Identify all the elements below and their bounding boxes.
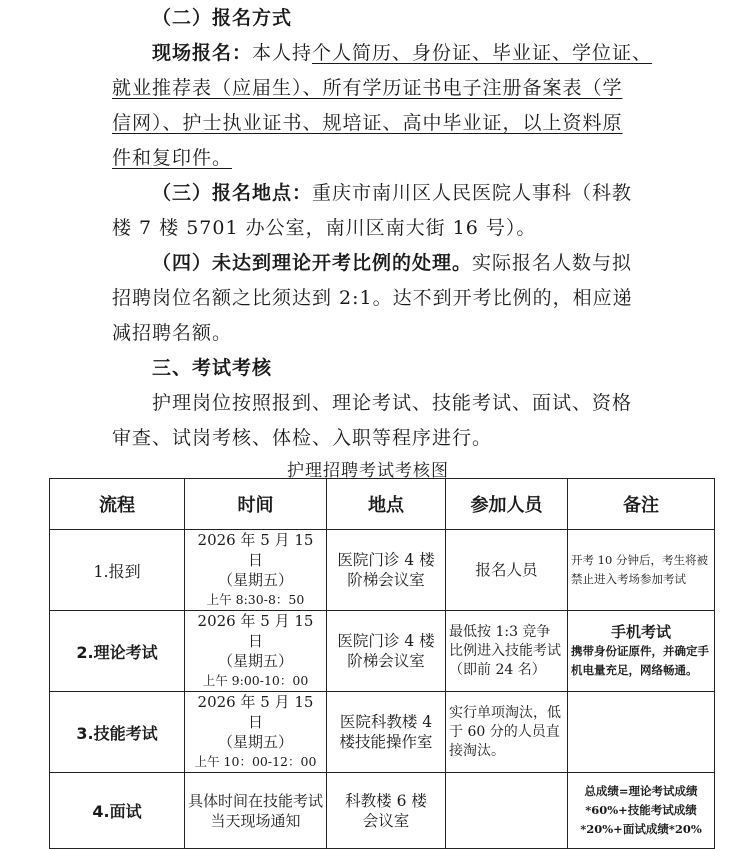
time-weekday: （星期五） xyxy=(217,733,293,751)
location-cell xyxy=(327,773,446,849)
location-line1: 医院门诊 4 楼 xyxy=(337,551,435,569)
location-line2: 阶梯会议室 xyxy=(347,571,425,589)
location-line2: 会议室 xyxy=(362,811,410,830)
exam-process-table xyxy=(49,478,715,849)
table-header-row xyxy=(50,479,715,530)
paragraph-registration-location xyxy=(152,181,632,205)
registration-location-continued: 楼 7 楼 5701 办公室，南川区南大街 16 号）。 xyxy=(112,217,537,239)
notes-text: 携带身份证原件，并确定手机电量充足，网络畅通。 xyxy=(571,643,709,677)
time-cell: 具体时间在技能考试当天现场通知 xyxy=(185,773,327,849)
documents-list-part2: 就业推荐表（应届生）、所有学历证书电子注册备案表（学 xyxy=(112,77,623,99)
header-location: 地点 xyxy=(327,479,446,530)
documents-list-part4: 件和复印件。 xyxy=(112,147,233,169)
participants-cell: 最低按 1:3 竞争比例进入技能考试（即前 24 名） xyxy=(446,611,568,692)
ratio-handling-continued-2: 减招聘名额。 xyxy=(112,322,233,344)
section-heading-exams: 三、考试考核 xyxy=(152,357,273,379)
total-score-label: 总成绩 xyxy=(584,784,619,798)
documents-list-part1: 个人简历、身份证、毕业证、学位证、 xyxy=(312,42,653,64)
table-row xyxy=(50,530,715,611)
flow-cell: 2.理论考试 xyxy=(50,611,185,692)
flow-cell: 4.面试 xyxy=(50,773,185,849)
time-range: 上午 10：00-12：00 xyxy=(194,754,317,769)
header-participants: 参加人员 xyxy=(446,479,568,530)
nursing-procedure-continued: 审查、试岗考核、体检、入职等程序进行。 xyxy=(112,427,493,449)
notes-cell xyxy=(568,611,715,692)
location-line2: 楼技能操作室 xyxy=(339,733,433,751)
table-row xyxy=(50,773,715,849)
table-caption: 护理招聘考试考核图 xyxy=(287,461,449,481)
header-notes: 备注 xyxy=(568,479,715,530)
notes-cell: 开考 10 分钟后，考生将被禁止进入考场参加考试 xyxy=(568,530,715,611)
onsite-registration-text: 本人持 xyxy=(252,42,313,64)
participants-cell: 实行单项淘汰，低于 60 分的人员直接淘汰。 xyxy=(446,692,568,773)
time-range: 上午 9:00-10：00 xyxy=(202,673,309,688)
section-heading-registration-method: （二）报名方式 xyxy=(152,7,293,29)
time-date: 2026 年 5 月 15 日 xyxy=(197,612,314,650)
location-line1: 科教楼 6 楼 xyxy=(345,791,427,810)
location-cell xyxy=(327,530,446,611)
notes-cell xyxy=(568,773,715,849)
registration-location-label: （三）报名地点： xyxy=(152,182,313,204)
location-cell xyxy=(327,611,446,692)
ratio-handling-label: （四）未达到理论开考比例的处理。 xyxy=(152,252,473,274)
time-cell xyxy=(185,530,327,611)
time-range: 上午 8:30-8：50 xyxy=(206,592,305,607)
participants-cell xyxy=(446,773,568,849)
registration-location-text: 重庆市南川区人民医院人事科（科教 xyxy=(312,182,633,204)
location-line2: 阶梯会议室 xyxy=(347,652,425,670)
location-line1: 医院门诊 4 楼 xyxy=(337,632,435,650)
location-line1: 医院科教楼 4 xyxy=(339,713,433,731)
ratio-handling-continued-1: 招聘岗位名额之比须达到 2:1。达不到开考比例的，相应递 xyxy=(112,287,633,309)
table-row xyxy=(50,692,715,773)
notes-cell xyxy=(568,692,715,773)
header-time: 时间 xyxy=(185,479,327,530)
time-cell xyxy=(185,692,327,773)
flow-cell: 3.技能考试 xyxy=(50,692,185,773)
flow-cell: 1.报到 xyxy=(50,530,185,611)
table-row xyxy=(50,611,715,692)
time-weekday: （星期五） xyxy=(217,652,293,670)
participants-cell: 报名人员 xyxy=(446,530,568,611)
paragraph-ratio-handling xyxy=(152,251,632,275)
ratio-handling-text: 实际报名人数与拟 xyxy=(472,252,633,274)
total-score-formula: =理论考试成绩*60%+技能考试成绩*20%+面试成绩*20% xyxy=(580,784,702,836)
header-flow: 流程 xyxy=(50,479,185,530)
notes-heading: 手机考试 xyxy=(610,622,671,641)
location-cell xyxy=(327,692,446,773)
time-cell xyxy=(185,611,327,692)
onsite-registration-label: 现场报名： xyxy=(152,42,253,64)
time-date: 2026 年 5 月 15 日 xyxy=(197,693,314,731)
documents-list-part3: 信网）、护士执业证书、规培证、高中毕业证，以上资料原 xyxy=(112,112,623,134)
paragraph-onsite-registration xyxy=(152,41,652,65)
time-date: 2026 年 5 月 15 日 xyxy=(197,531,314,569)
time-weekday: （星期五） xyxy=(217,571,293,589)
paragraph-nursing-procedure: 护理岗位按照报到、理论考试、技能考试、面试、资格 xyxy=(152,392,633,414)
